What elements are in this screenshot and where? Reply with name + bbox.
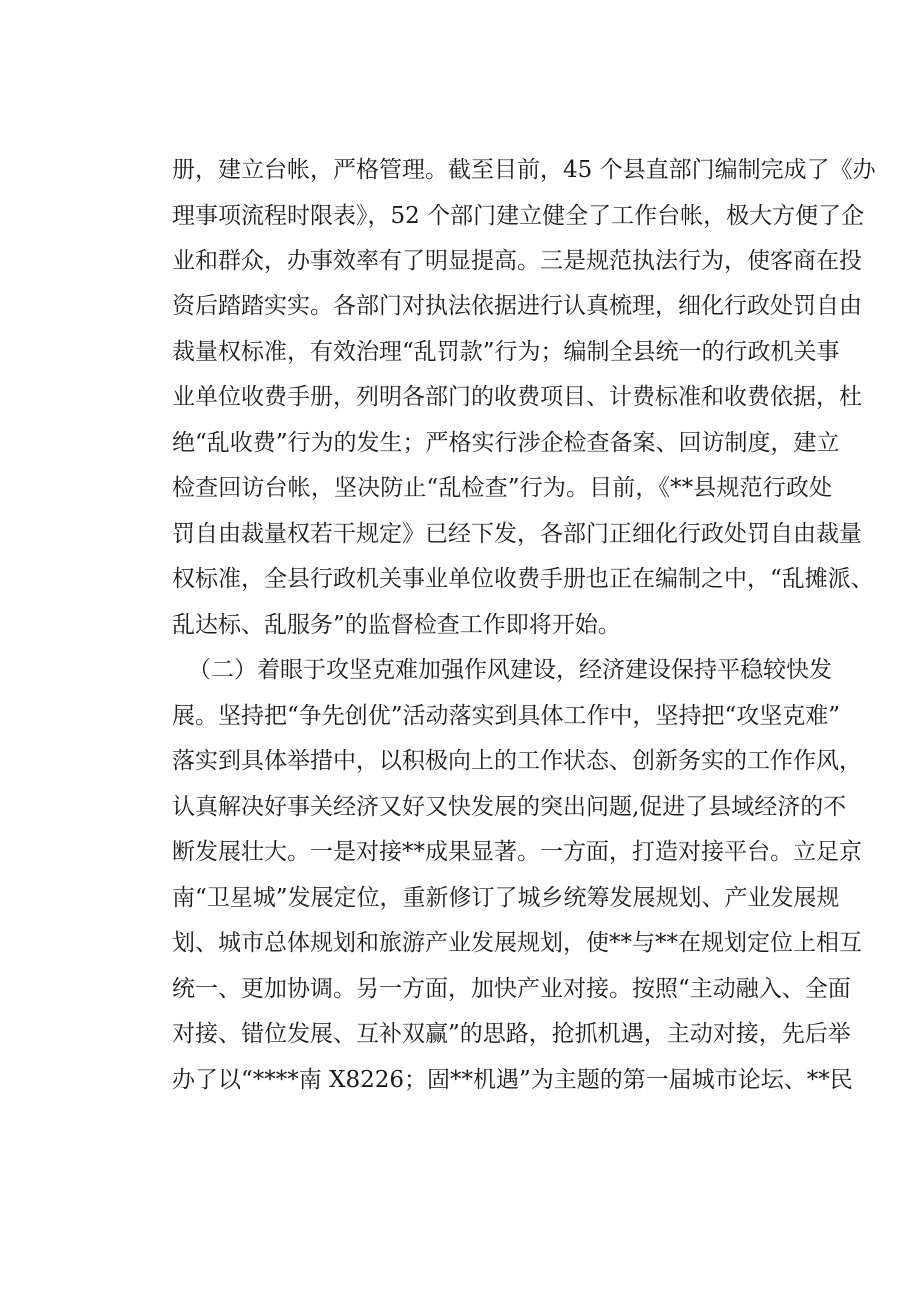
text-line: 业单位收费手册，列明各部门的收费项目、计费标准和收费依据，杜 <box>172 384 862 410</box>
text-line: 南“卫星城”发展定位，重新修订了城乡统筹发展规划、产业发展规 <box>172 885 840 911</box>
text-line: 权标准，全县行政机关事业单位收费手册也正在编制之中，“乱摊派、 <box>172 566 874 592</box>
text-line: 断发展壮大。一是对接**成果显著。一方面，打造对接平台。立足京 <box>172 839 862 865</box>
text-line: 绝“乱收费”行为的发生；严格实行涉企检查备案、回访制度，建立 <box>172 430 840 456</box>
text-line: 展。坚持把“争先创优”活动落实到具体工作中，坚持把“攻坚克难” <box>172 703 841 729</box>
text-line: 对接、错位发展、互补双赢”的思路，抢抓机遇，主动对接，先后举 <box>172 1021 851 1047</box>
text-line: 落实到具体举措中，以积极向上的工作状态、创新务实的工作作风， <box>172 748 862 774</box>
text-line: 办了以“****南 X8226；固**机遇”为主题的第一届城市论坛、**民 <box>172 1067 853 1093</box>
text-line: 业和群众，办事效率有了明显提高。三是规范执法行为，使客商在投 <box>172 248 862 274</box>
paragraph-first-line: （二）着眼于攻坚克难加强作风建设，经济建设保持平稳较快发 <box>188 657 832 683</box>
text-line: 划、城市总体规划和旅游产业发展规划，使**与**在规划定位上相互 <box>172 930 862 956</box>
text-line: 理事项流程时限表》，52 个部门建立健全了工作台帐，极大方便了企 <box>172 203 865 229</box>
text-line: 检查回访台帐，坚决防止“乱检查”行为。目前，《**县规范行政处 <box>172 475 832 501</box>
text-line: 资后踏踏实实。各部门对执法依据进行认真梳理，细化行政处罚自由 <box>172 293 862 319</box>
text-line: 册，建立台帐，严格管理。截至目前，45 个县直部门编制完成了《办 <box>172 157 876 183</box>
text-line: 乱达标、乱服务”的监督检查工作即将开始。 <box>172 612 621 638</box>
text-line: 统一、更加协调。另一方面，加快产业对接。按照“主动融入、全面 <box>172 976 851 1002</box>
text-line: 认真解决好事关经济又好又快发展的突出问题,促进了县域经济的不 <box>172 794 847 820</box>
text-line: 罚自由裁量权若干规定》已经下发，各部门正细化行政处罚自由裁量 <box>172 521 862 547</box>
text-line: 裁量权标准，有效治理“乱罚款”行为；编制全县统一的行政机关事 <box>172 339 840 365</box>
